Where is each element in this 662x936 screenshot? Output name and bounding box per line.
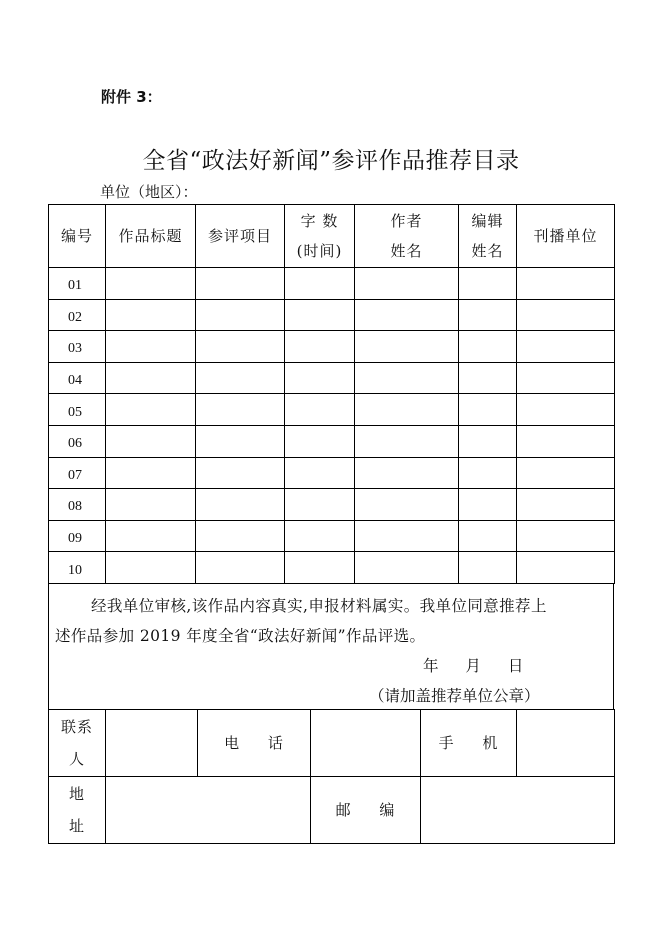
cell-author[interactable] [355,394,459,426]
contact-label [49,710,106,777]
cell-category[interactable] [196,457,285,489]
cell-author[interactable] [355,457,459,489]
table-row [49,552,615,584]
contact-label-line1: 联系 [60,718,93,736]
table-row [49,425,615,457]
statement-line2: 述作品参加 2019 年度全省“政法好新闻”作品评选。 [55,627,426,645]
table-row [49,489,615,521]
cell-category[interactable] [196,268,285,300]
table-row [49,362,615,394]
address-label-line2: 址 [68,817,85,835]
row-number: 07 [49,457,106,489]
cell-count[interactable] [285,394,355,426]
cell-publisher[interactable] [517,457,615,489]
cell-category[interactable] [196,520,285,552]
table-row [49,268,615,300]
cell-title[interactable] [106,489,196,521]
cell-author[interactable] [355,425,459,457]
cell-title[interactable] [106,331,196,363]
cell-count[interactable] [285,425,355,457]
header-author-line2: 姓名 [390,242,423,260]
row-number: 04 [49,362,106,394]
cell-publisher[interactable] [517,331,615,363]
cell-publisher[interactable] [517,520,615,552]
row-number: 05 [49,394,106,426]
header-publisher: 刊播单位 [517,205,615,268]
cell-count[interactable] [285,362,355,394]
cell-author[interactable] [355,520,459,552]
mobile-label: 手 机 [421,710,517,777]
header-author-line1: 作者 [390,212,423,230]
cell-author[interactable] [355,489,459,521]
cell-count[interactable] [285,457,355,489]
cell-count[interactable] [285,489,355,521]
header-editor-line1: 编辑 [471,212,504,230]
cell-count[interactable] [285,552,355,584]
cell-publisher[interactable] [517,394,615,426]
row-number: 01 [49,268,106,300]
table-row [49,520,615,552]
row-number: 02 [49,299,106,331]
cell-editor[interactable] [459,520,517,552]
contact-value[interactable] [106,710,198,777]
contact-label-line2: 人 [68,750,85,768]
row-number: 09 [49,520,106,552]
cell-publisher[interactable] [517,268,615,300]
cell-title[interactable] [106,268,196,300]
statement-line1: 经我单位审核,该作品内容真实,申报材料属实。我单位同意推荐上 [91,597,547,615]
cell-count[interactable] [285,299,355,331]
contact-table [48,709,615,844]
cell-author[interactable] [355,331,459,363]
address-value[interactable] [106,777,311,844]
cell-title[interactable] [106,457,196,489]
phone-value[interactable] [311,710,421,777]
cell-category[interactable] [196,331,285,363]
attachment-label: 附件 3： [101,88,162,106]
cell-publisher[interactable] [517,552,615,584]
cell-editor[interactable] [459,552,517,584]
postcode-label: 邮 编 [311,777,421,844]
cell-title[interactable] [106,552,196,584]
header-editor [459,205,517,268]
row-number: 03 [49,331,106,363]
phone-label: 电 话 [198,710,311,777]
header-title: 作品标题 [106,205,196,268]
cell-publisher[interactable] [517,299,615,331]
statement-seal-note: （请加盖推荐单位公章） [369,687,540,705]
cell-editor[interactable] [459,394,517,426]
header-count-line1: 字 数 [300,212,339,230]
header-num: 编号 [49,205,106,268]
cell-category[interactable] [196,362,285,394]
table-row [49,331,615,363]
cell-count[interactable] [285,331,355,363]
postcode-value[interactable] [421,777,615,844]
cell-publisher[interactable] [517,425,615,457]
mobile-value[interactable] [517,710,615,777]
cell-author[interactable] [355,268,459,300]
cell-category[interactable] [196,489,285,521]
header-author [355,205,459,268]
table-row [49,457,615,489]
address-label [49,777,106,844]
cell-editor[interactable] [459,489,517,521]
cell-publisher[interactable] [517,489,615,521]
cell-category[interactable] [196,394,285,426]
cell-editor[interactable] [459,425,517,457]
cell-author[interactable] [355,362,459,394]
cell-editor[interactable] [459,299,517,331]
header-count [285,205,355,268]
address-label-line1: 地 [68,785,85,803]
cell-publisher[interactable] [517,362,615,394]
cell-category[interactable] [196,299,285,331]
cell-count[interactable] [285,268,355,300]
cell-category[interactable] [196,552,285,584]
table-row [49,299,615,331]
header-editor-line2: 姓名 [471,242,504,260]
cell-title[interactable] [106,425,196,457]
header-count-line2: (时间) [296,242,343,260]
cell-title[interactable] [106,362,196,394]
page-title: 全省“政法好新闻”参评作品推荐目录 [142,148,520,174]
row-number: 06 [49,425,106,457]
recommendation-statement [48,584,614,710]
header-category: 参评项目 [196,205,285,268]
table-header-row [49,205,615,268]
works-table [48,204,615,584]
unit-label: 单位（地区）： [100,183,198,201]
cell-editor[interactable] [459,268,517,300]
row-number: 08 [49,489,106,521]
cell-editor[interactable] [459,362,517,394]
cell-author[interactable] [355,299,459,331]
cell-title[interactable] [106,520,196,552]
cell-editor[interactable] [459,331,517,363]
cell-title[interactable] [106,394,196,426]
statement-date: 年 月 日 [423,657,524,675]
cell-title[interactable] [106,299,196,331]
row-number: 10 [49,552,106,584]
cell-editor[interactable] [459,457,517,489]
cell-category[interactable] [196,425,285,457]
cell-count[interactable] [285,520,355,552]
cell-author[interactable] [355,552,459,584]
table-row [49,394,615,426]
